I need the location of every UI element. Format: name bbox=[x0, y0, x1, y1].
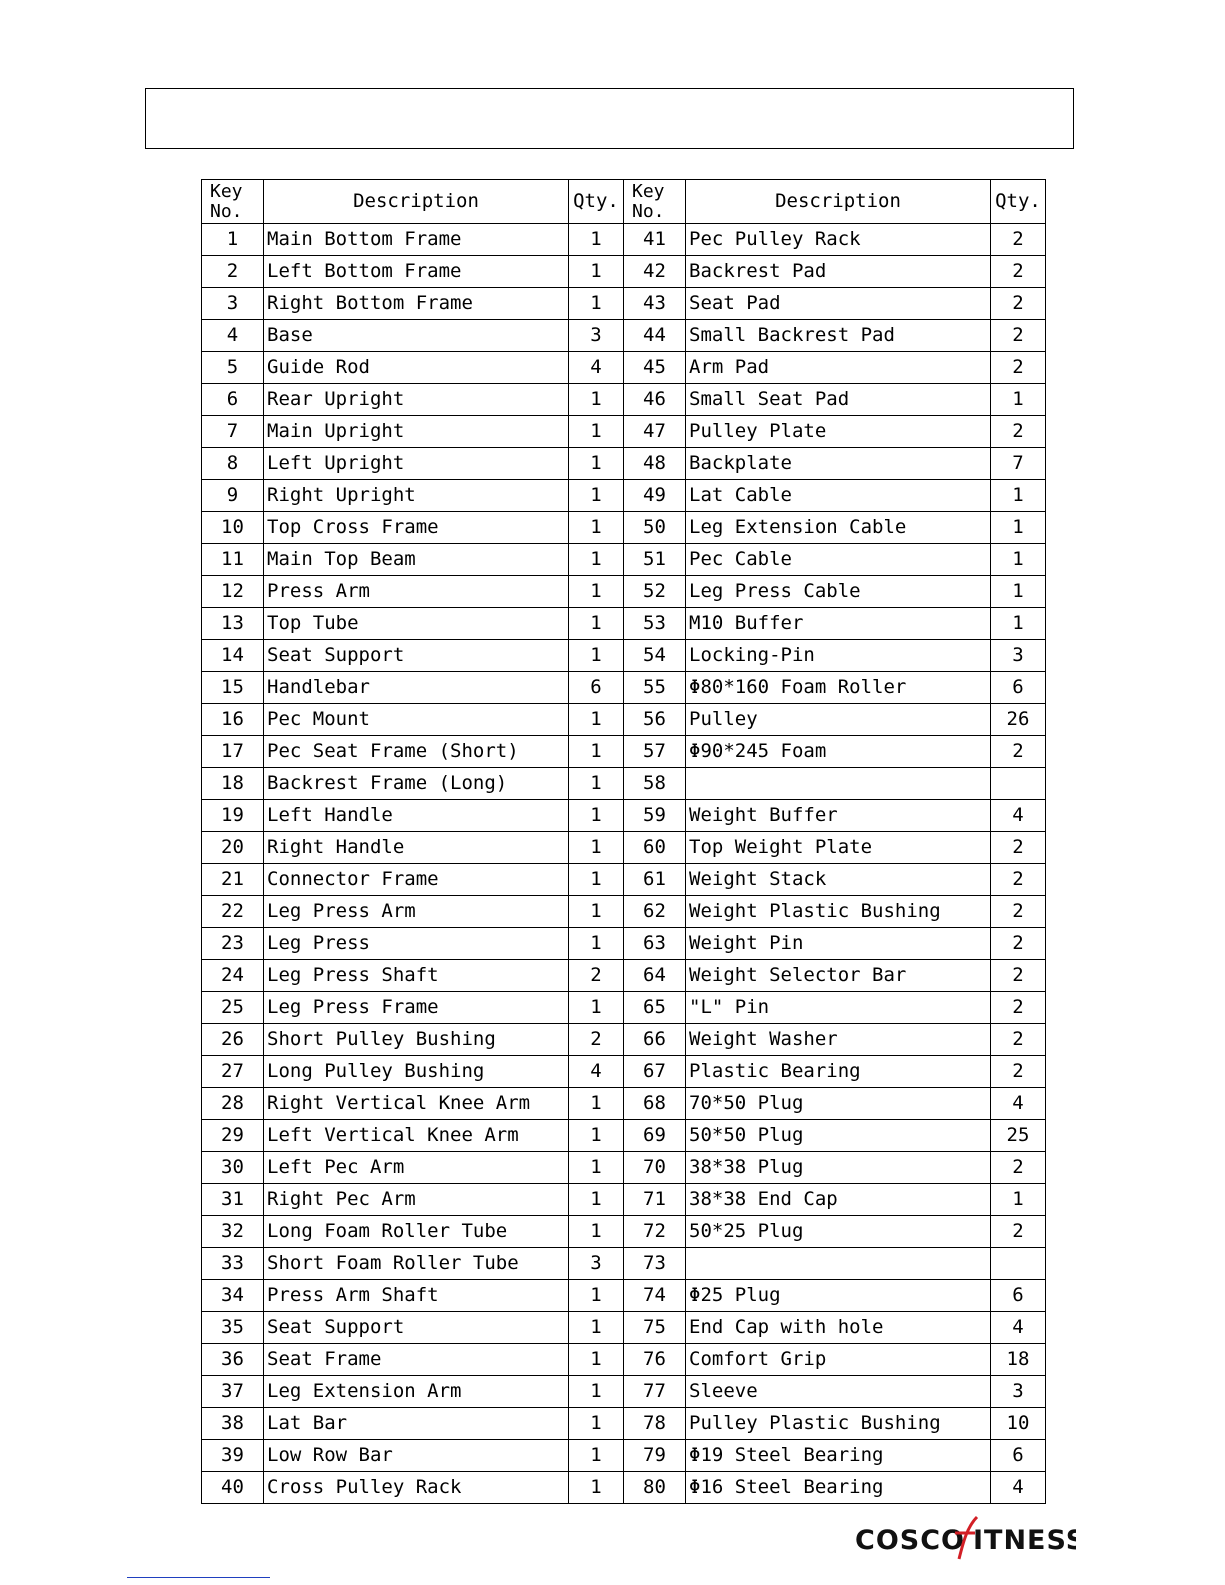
key-cell-2: 72 bbox=[624, 1216, 686, 1248]
table-row bbox=[202, 928, 1046, 960]
description-cell: Main Top Beam bbox=[264, 544, 569, 576]
description-cell-2: Φ80*160 Foam Roller bbox=[686, 672, 991, 704]
key-cell-2: 44 bbox=[624, 320, 686, 352]
key-cell: 12 bbox=[202, 576, 264, 608]
qty-cell: 1 bbox=[569, 736, 624, 768]
key-cell: 15 bbox=[202, 672, 264, 704]
key-cell: 11 bbox=[202, 544, 264, 576]
qty-cell: 1 bbox=[569, 288, 624, 320]
description-cell: Cross Pulley Rack bbox=[264, 1472, 569, 1504]
qty-cell-2: 2 bbox=[991, 1024, 1046, 1056]
description-cell: Pec Mount bbox=[264, 704, 569, 736]
qty-cell-2: 4 bbox=[991, 1088, 1046, 1120]
qty-cell-2: 6 bbox=[991, 1440, 1046, 1472]
qty-cell-2: 2 bbox=[991, 224, 1046, 256]
qty-cell: 1 bbox=[569, 1120, 624, 1152]
qty-cell-2: 1 bbox=[991, 576, 1046, 608]
key-cell: 36 bbox=[202, 1344, 264, 1376]
qty-cell-2: 2 bbox=[991, 864, 1046, 896]
qty-cell-2: 1 bbox=[991, 1184, 1046, 1216]
description-cell: Right Bottom Frame bbox=[264, 288, 569, 320]
table-row bbox=[202, 1472, 1046, 1504]
qty-header-2: Qty. bbox=[991, 180, 1046, 224]
table-row bbox=[202, 1184, 1046, 1216]
qty-cell: 1 bbox=[569, 1408, 624, 1440]
key-cell: 16 bbox=[202, 704, 264, 736]
key-cell: 14 bbox=[202, 640, 264, 672]
qty-cell: 4 bbox=[569, 1056, 624, 1088]
table-row bbox=[202, 1120, 1046, 1152]
qty-cell-2 bbox=[991, 768, 1046, 800]
key-cell: 33 bbox=[202, 1248, 264, 1280]
description-cell: Left Upright bbox=[264, 448, 569, 480]
description-cell: Press Arm Shaft bbox=[264, 1280, 569, 1312]
description-cell: Lat Bar bbox=[264, 1408, 569, 1440]
qty-cell: 1 bbox=[569, 1440, 624, 1472]
qty-cell-2: 4 bbox=[991, 1472, 1046, 1504]
description-cell-2: Small Backrest Pad bbox=[686, 320, 991, 352]
table-row bbox=[202, 1216, 1046, 1248]
table-header-row bbox=[202, 180, 1046, 224]
key-cell-2: 54 bbox=[624, 640, 686, 672]
qty-cell-2: 2 bbox=[991, 288, 1046, 320]
key-cell: 8 bbox=[202, 448, 264, 480]
description-cell: Leg Press Arm bbox=[264, 896, 569, 928]
qty-header: Qty. bbox=[569, 180, 624, 224]
key-cell: 18 bbox=[202, 768, 264, 800]
qty-cell: 1 bbox=[569, 544, 624, 576]
key-cell-2: 64 bbox=[624, 960, 686, 992]
description-cell: Leg Press Shaft bbox=[264, 960, 569, 992]
description-cell: Right Pec Arm bbox=[264, 1184, 569, 1216]
key-cell-2: 78 bbox=[624, 1408, 686, 1440]
key-cell: 24 bbox=[202, 960, 264, 992]
key-cell: 40 bbox=[202, 1472, 264, 1504]
qty-cell: 1 bbox=[569, 1472, 624, 1504]
qty-cell: 1 bbox=[569, 640, 624, 672]
key-cell: 32 bbox=[202, 1216, 264, 1248]
table-row bbox=[202, 416, 1046, 448]
key-cell-2: 42 bbox=[624, 256, 686, 288]
description-cell-2: Weight Buffer bbox=[686, 800, 991, 832]
table-row bbox=[202, 736, 1046, 768]
key-cell: 25 bbox=[202, 992, 264, 1024]
table-row bbox=[202, 512, 1046, 544]
key-cell: 22 bbox=[202, 896, 264, 928]
description-cell: Top Tube bbox=[264, 608, 569, 640]
key-cell: 3 bbox=[202, 288, 264, 320]
logo-text-itness: ITNESS bbox=[973, 1525, 1076, 1556]
description-cell: Left Handle bbox=[264, 800, 569, 832]
description-cell-2: Pulley Plastic Bushing bbox=[686, 1408, 991, 1440]
description-cell: Leg Press Frame bbox=[264, 992, 569, 1024]
key-cell: 27 bbox=[202, 1056, 264, 1088]
qty-cell-2: 2 bbox=[991, 832, 1046, 864]
key-cell-2: 53 bbox=[624, 608, 686, 640]
qty-cell: 1 bbox=[569, 608, 624, 640]
qty-cell: 1 bbox=[569, 512, 624, 544]
qty-cell-2: 10 bbox=[991, 1408, 1046, 1440]
description-cell-2: Φ25 Plug bbox=[686, 1280, 991, 1312]
key-cell-2: 56 bbox=[624, 704, 686, 736]
qty-cell: 1 bbox=[569, 480, 624, 512]
key-cell-2: 77 bbox=[624, 1376, 686, 1408]
qty-cell: 1 bbox=[569, 1280, 624, 1312]
table-row bbox=[202, 256, 1046, 288]
description-cell-2: Arm Pad bbox=[686, 352, 991, 384]
key-cell-2: 74 bbox=[624, 1280, 686, 1312]
description-cell-2: "L" Pin bbox=[686, 992, 991, 1024]
table-row bbox=[202, 1280, 1046, 1312]
qty-cell-2: 2 bbox=[991, 960, 1046, 992]
qty-cell-2: 2 bbox=[991, 352, 1046, 384]
qty-cell-2: 2 bbox=[991, 320, 1046, 352]
description-cell-2: M10 Buffer bbox=[686, 608, 991, 640]
no-label: No. bbox=[210, 200, 243, 222]
description-cell-2: Weight Washer bbox=[686, 1024, 991, 1056]
key-cell: 31 bbox=[202, 1184, 264, 1216]
key-cell: 21 bbox=[202, 864, 264, 896]
qty-cell: 1 bbox=[569, 928, 624, 960]
table-row bbox=[202, 992, 1046, 1024]
table-row bbox=[202, 1248, 1046, 1280]
qty-cell-2: 2 bbox=[991, 928, 1046, 960]
table-row bbox=[202, 288, 1046, 320]
description-cell-2: Pulley bbox=[686, 704, 991, 736]
key-cell: 28 bbox=[202, 1088, 264, 1120]
qty-cell-2: 26 bbox=[991, 704, 1046, 736]
description-cell-2: Pec Cable bbox=[686, 544, 991, 576]
qty-cell-2: 2 bbox=[991, 736, 1046, 768]
description-cell-2: Small Seat Pad bbox=[686, 384, 991, 416]
key-cell-2: 58 bbox=[624, 768, 686, 800]
description-cell: Right Vertical Knee Arm bbox=[264, 1088, 569, 1120]
description-cell: Seat Support bbox=[264, 640, 569, 672]
key-cell: 6 bbox=[202, 384, 264, 416]
table-row bbox=[202, 1344, 1046, 1376]
qty-cell: 1 bbox=[569, 416, 624, 448]
description-cell-2: Backrest Pad bbox=[686, 256, 991, 288]
key-cell: 37 bbox=[202, 1376, 264, 1408]
key-cell: 29 bbox=[202, 1120, 264, 1152]
description-cell-2: End Cap with hole bbox=[686, 1312, 991, 1344]
qty-cell: 1 bbox=[569, 1216, 624, 1248]
table-row bbox=[202, 224, 1046, 256]
qty-cell-2: 7 bbox=[991, 448, 1046, 480]
qty-cell-2: 2 bbox=[991, 1216, 1046, 1248]
table-row bbox=[202, 704, 1046, 736]
qty-cell-2: 1 bbox=[991, 512, 1046, 544]
qty-cell-2: 1 bbox=[991, 384, 1046, 416]
qty-cell: 6 bbox=[569, 672, 624, 704]
qty-cell: 4 bbox=[569, 352, 624, 384]
parts-list-table bbox=[201, 179, 1046, 1504]
description-cell: Seat Support bbox=[264, 1312, 569, 1344]
description-cell: Rear Upright bbox=[264, 384, 569, 416]
key-cell-2: 61 bbox=[624, 864, 686, 896]
qty-cell: 3 bbox=[569, 320, 624, 352]
key-cell: 9 bbox=[202, 480, 264, 512]
table-row bbox=[202, 1408, 1046, 1440]
qty-cell: 1 bbox=[569, 224, 624, 256]
key-cell-2: 62 bbox=[624, 896, 686, 928]
key-cell: 5 bbox=[202, 352, 264, 384]
qty-cell-2: 6 bbox=[991, 1280, 1046, 1312]
description-cell: Seat Frame bbox=[264, 1344, 569, 1376]
table-row bbox=[202, 1440, 1046, 1472]
key-cell-2: 65 bbox=[624, 992, 686, 1024]
table-row bbox=[202, 352, 1046, 384]
description-cell: Left Bottom Frame bbox=[264, 256, 569, 288]
qty-cell: 1 bbox=[569, 864, 624, 896]
key-cell-2: 73 bbox=[624, 1248, 686, 1280]
table-row bbox=[202, 1152, 1046, 1184]
no-label-2: No. bbox=[632, 200, 665, 222]
description-cell: Right Upright bbox=[264, 480, 569, 512]
table-row bbox=[202, 1056, 1046, 1088]
table-row bbox=[202, 320, 1046, 352]
qty-cell: 1 bbox=[569, 1184, 624, 1216]
key-cell-2: 70 bbox=[624, 1152, 686, 1184]
qty-cell: 2 bbox=[569, 1024, 624, 1056]
key-cell: 23 bbox=[202, 928, 264, 960]
description-cell: Guide Rod bbox=[264, 352, 569, 384]
table-row bbox=[202, 480, 1046, 512]
key-cell: 35 bbox=[202, 1312, 264, 1344]
qty-cell-2: 2 bbox=[991, 416, 1046, 448]
key-cell-2: 68 bbox=[624, 1088, 686, 1120]
description-cell-2 bbox=[686, 768, 991, 800]
description-cell-2: Leg Extension Cable bbox=[686, 512, 991, 544]
key-cell: 2 bbox=[202, 256, 264, 288]
qty-cell: 1 bbox=[569, 448, 624, 480]
description-cell-2: 50*50 Plug bbox=[686, 1120, 991, 1152]
description-cell-2: Φ90*245 Foam bbox=[686, 736, 991, 768]
key-cell-2: 71 bbox=[624, 1184, 686, 1216]
table-row bbox=[202, 608, 1046, 640]
cosco-fitness-logo bbox=[855, 1513, 1076, 1563]
description-cell: Short Pulley Bushing bbox=[264, 1024, 569, 1056]
description-cell-2: Sleeve bbox=[686, 1376, 991, 1408]
description-cell: Connector Frame bbox=[264, 864, 569, 896]
description-cell-2: 70*50 Plug bbox=[686, 1088, 991, 1120]
qty-cell-2: 2 bbox=[991, 896, 1046, 928]
key-cell-2: 60 bbox=[624, 832, 686, 864]
description-cell: Left Vertical Knee Arm bbox=[264, 1120, 569, 1152]
key-cell-2: 75 bbox=[624, 1312, 686, 1344]
description-cell-2: Leg Press Cable bbox=[686, 576, 991, 608]
key-cell-2: 52 bbox=[624, 576, 686, 608]
description-cell: Right Handle bbox=[264, 832, 569, 864]
description-cell-2: Lat Cable bbox=[686, 480, 991, 512]
footer-line bbox=[127, 1577, 270, 1578]
description-cell: Press Arm bbox=[264, 576, 569, 608]
description-cell-2: 38*38 Plug bbox=[686, 1152, 991, 1184]
key-cell-2: 46 bbox=[624, 384, 686, 416]
qty-cell: 1 bbox=[569, 896, 624, 928]
table-row bbox=[202, 768, 1046, 800]
logo-graphic bbox=[855, 1513, 1076, 1563]
key-cell: 7 bbox=[202, 416, 264, 448]
key-cell-2: 63 bbox=[624, 928, 686, 960]
qty-cell-2: 2 bbox=[991, 992, 1046, 1024]
description-cell: Long Foam Roller Tube bbox=[264, 1216, 569, 1248]
qty-cell-2: 3 bbox=[991, 1376, 1046, 1408]
table-row bbox=[202, 576, 1046, 608]
key-cell-2: 47 bbox=[624, 416, 686, 448]
key-cell-2: 45 bbox=[624, 352, 686, 384]
key-cell-2: 69 bbox=[624, 1120, 686, 1152]
qty-cell-2: 25 bbox=[991, 1120, 1046, 1152]
key-cell: 20 bbox=[202, 832, 264, 864]
key-cell-2: 59 bbox=[624, 800, 686, 832]
key-cell: 13 bbox=[202, 608, 264, 640]
table-row bbox=[202, 960, 1046, 992]
qty-cell-2: 2 bbox=[991, 1152, 1046, 1184]
key-cell: 19 bbox=[202, 800, 264, 832]
qty-cell: 3 bbox=[569, 1248, 624, 1280]
table-row bbox=[202, 640, 1046, 672]
qty-cell: 1 bbox=[569, 1312, 624, 1344]
key-cell: 26 bbox=[202, 1024, 264, 1056]
description-cell-2: Weight Selector Bar bbox=[686, 960, 991, 992]
qty-cell-2: 1 bbox=[991, 480, 1046, 512]
description-cell: Low Row Bar bbox=[264, 1440, 569, 1472]
logo-text-cosco: COSCO bbox=[855, 1525, 965, 1556]
qty-cell-2: 4 bbox=[991, 800, 1046, 832]
description-cell: Main Upright bbox=[264, 416, 569, 448]
description-cell-2: Seat Pad bbox=[686, 288, 991, 320]
qty-cell: 2 bbox=[569, 960, 624, 992]
qty-cell: 1 bbox=[569, 256, 624, 288]
key-cell-2: 80 bbox=[624, 1472, 686, 1504]
description-cell: Leg Press bbox=[264, 928, 569, 960]
qty-cell-2 bbox=[991, 1248, 1046, 1280]
title-box bbox=[145, 88, 1074, 149]
key-cell-2: 79 bbox=[624, 1440, 686, 1472]
key-cell: 4 bbox=[202, 320, 264, 352]
table-row bbox=[202, 672, 1046, 704]
description-cell: Pec Seat Frame (Short) bbox=[264, 736, 569, 768]
key-cell: 30 bbox=[202, 1152, 264, 1184]
description-cell-2: Φ19 Steel Bearing bbox=[686, 1440, 991, 1472]
description-cell: Top Cross Frame bbox=[264, 512, 569, 544]
description-cell-2: Plastic Bearing bbox=[686, 1056, 991, 1088]
key-label: Key bbox=[210, 180, 243, 202]
qty-cell: 1 bbox=[569, 1344, 624, 1376]
key-cell: 34 bbox=[202, 1280, 264, 1312]
description-header: Description bbox=[264, 180, 569, 224]
description-cell: Short Foam Roller Tube bbox=[264, 1248, 569, 1280]
key-cell-2: 41 bbox=[624, 224, 686, 256]
description-cell-2: Φ16 Steel Bearing bbox=[686, 1472, 991, 1504]
description-cell: Leg Extension Arm bbox=[264, 1376, 569, 1408]
key-cell-2: 51 bbox=[624, 544, 686, 576]
key-label-2: Key bbox=[632, 180, 665, 202]
parts-table-body bbox=[202, 224, 1046, 1504]
key-cell-2: 43 bbox=[624, 288, 686, 320]
qty-cell-2: 2 bbox=[991, 256, 1046, 288]
qty-cell: 1 bbox=[569, 992, 624, 1024]
description-header-2: Description bbox=[686, 180, 991, 224]
qty-cell-2: 3 bbox=[991, 640, 1046, 672]
qty-cell: 1 bbox=[569, 1088, 624, 1120]
table-row bbox=[202, 864, 1046, 896]
table-row bbox=[202, 832, 1046, 864]
key-cell-2: 66 bbox=[624, 1024, 686, 1056]
description-cell: Main Bottom Frame bbox=[264, 224, 569, 256]
table-row bbox=[202, 448, 1046, 480]
key-no-header-2 bbox=[624, 180, 686, 224]
description-cell-2: Backplate bbox=[686, 448, 991, 480]
table-row bbox=[202, 544, 1046, 576]
qty-cell: 1 bbox=[569, 576, 624, 608]
qty-cell: 1 bbox=[569, 1376, 624, 1408]
description-cell: Base bbox=[264, 320, 569, 352]
qty-cell: 1 bbox=[569, 704, 624, 736]
table-row bbox=[202, 800, 1046, 832]
qty-cell: 1 bbox=[569, 384, 624, 416]
qty-cell: 1 bbox=[569, 768, 624, 800]
description-cell-2: Weight Pin bbox=[686, 928, 991, 960]
description-cell-2: 38*38 End Cap bbox=[686, 1184, 991, 1216]
table-row bbox=[202, 1312, 1046, 1344]
description-cell-2: Pulley Plate bbox=[686, 416, 991, 448]
key-no-header bbox=[202, 180, 264, 224]
key-cell: 1 bbox=[202, 224, 264, 256]
description-cell-2: 50*25 Plug bbox=[686, 1216, 991, 1248]
qty-cell-2: 4 bbox=[991, 1312, 1046, 1344]
key-cell: 39 bbox=[202, 1440, 264, 1472]
description-cell-2: Weight Stack bbox=[686, 864, 991, 896]
qty-cell-2: 1 bbox=[991, 544, 1046, 576]
table-row bbox=[202, 896, 1046, 928]
key-cell: 17 bbox=[202, 736, 264, 768]
qty-cell-2: 2 bbox=[991, 1056, 1046, 1088]
description-cell: Left Pec Arm bbox=[264, 1152, 569, 1184]
key-cell-2: 57 bbox=[624, 736, 686, 768]
qty-cell-2: 6 bbox=[991, 672, 1046, 704]
description-cell-2: Locking-Pin bbox=[686, 640, 991, 672]
table-row bbox=[202, 384, 1046, 416]
key-cell-2: 50 bbox=[624, 512, 686, 544]
key-cell: 38 bbox=[202, 1408, 264, 1440]
description-cell-2: Comfort Grip bbox=[686, 1344, 991, 1376]
key-cell-2: 76 bbox=[624, 1344, 686, 1376]
description-cell: Backrest Frame (Long) bbox=[264, 768, 569, 800]
key-cell: 10 bbox=[202, 512, 264, 544]
key-cell-2: 48 bbox=[624, 448, 686, 480]
table-row bbox=[202, 1024, 1046, 1056]
qty-cell: 1 bbox=[569, 832, 624, 864]
qty-cell: 1 bbox=[569, 1152, 624, 1184]
description-cell: Handlebar bbox=[264, 672, 569, 704]
qty-cell-2: 18 bbox=[991, 1344, 1046, 1376]
description-cell-2: Pec Pulley Rack bbox=[686, 224, 991, 256]
key-cell-2: 49 bbox=[624, 480, 686, 512]
table-row bbox=[202, 1376, 1046, 1408]
qty-cell-2: 1 bbox=[991, 608, 1046, 640]
description-cell-2 bbox=[686, 1248, 991, 1280]
key-cell-2: 67 bbox=[624, 1056, 686, 1088]
qty-cell: 1 bbox=[569, 800, 624, 832]
key-cell-2: 55 bbox=[624, 672, 686, 704]
table-row bbox=[202, 1088, 1046, 1120]
description-cell-2: Weight Plastic Bushing bbox=[686, 896, 991, 928]
description-cell: Long Pulley Bushing bbox=[264, 1056, 569, 1088]
description-cell-2: Top Weight Plate bbox=[686, 832, 991, 864]
